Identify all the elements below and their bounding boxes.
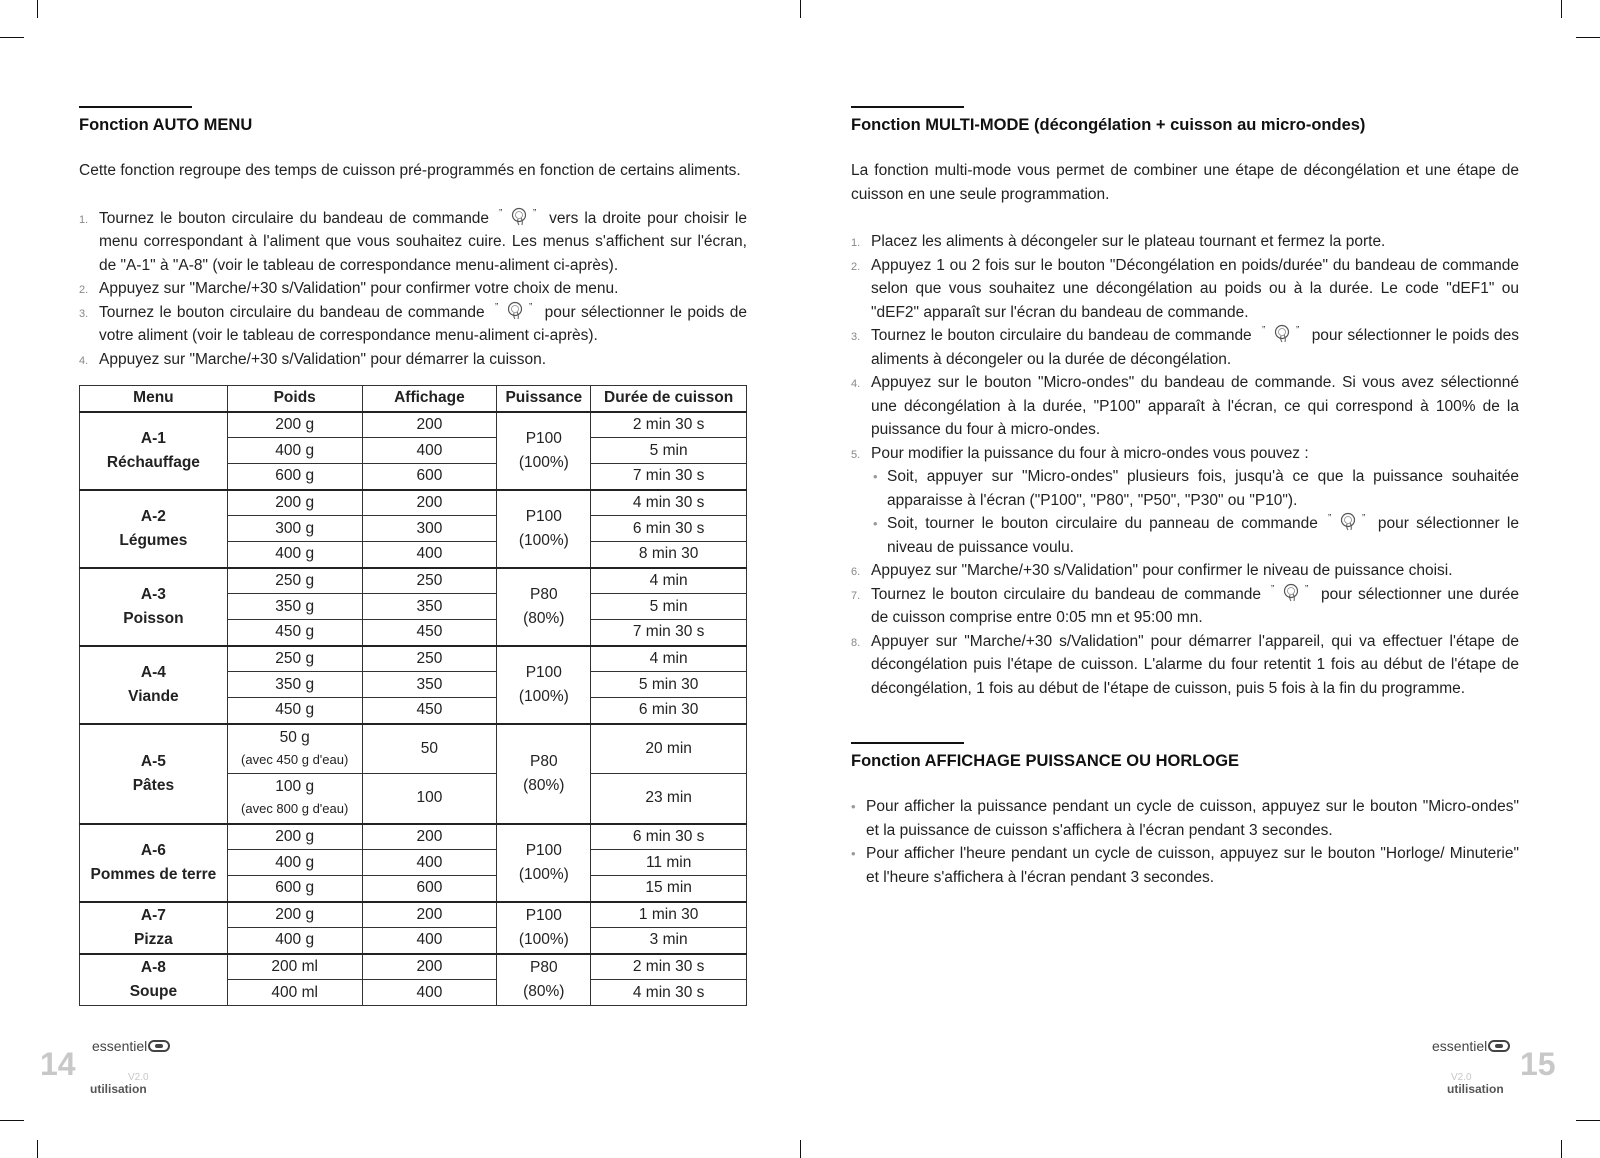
crop-mark: [37, 1140, 38, 1158]
menu-cell: [80, 724, 228, 824]
display-cell: 200: [362, 902, 497, 928]
svg-text:”: ”: [1295, 325, 1300, 336]
menu-code: A-7: [140, 906, 166, 924]
svg-text:”: ”: [1261, 325, 1266, 336]
bullet-icon: •: [851, 799, 856, 814]
power-percent: (100%): [518, 453, 569, 471]
power-percent: (100%): [518, 930, 569, 948]
crop-mark: [1561, 1140, 1562, 1158]
section-title-auto-menu: Fonction AUTO MENU: [79, 116, 253, 134]
section-label: utilisation: [1447, 1082, 1504, 1096]
power-cell: [497, 646, 591, 724]
menu-code: A-8: [140, 958, 166, 976]
display-cell: 350: [362, 594, 497, 620]
duration-cell: 6 min 30: [591, 698, 747, 724]
display-cell: 400: [362, 980, 497, 1006]
list-item: • Pour afficher l'heure pendant un cycle de cuisson, appuyez sur le bouton "Horloge/ Minuterie" et l'heure s'affichera à l'écran pendant 3 secondes.: [851, 842, 1519, 889]
list-item: 1. Tournez le bouton circulaire du bandeau de commande ” ” vers la droite pour choisir le menu correspondant à l'aliment que vous souhaitez cuire. Les menus s'affichent sur l'écran, de "A-1" à "A-8" (voir le tableau de correspondance menu-aliment ci-après).: [79, 207, 748, 274]
menu-cell: [80, 490, 228, 568]
column-header: Menu: [80, 386, 228, 412]
crop-mark: [1576, 37, 1600, 38]
power-percent: (100%): [518, 865, 569, 883]
logo-icon: [1488, 1040, 1510, 1052]
weight-cell: 450 g: [227, 698, 362, 724]
table-row: [80, 724, 747, 774]
power-level: P100: [525, 429, 562, 447]
power-cell: [497, 568, 591, 646]
menu-table: [79, 385, 747, 1006]
weight-cell: [227, 724, 362, 774]
duration-cell: 8 min 30: [591, 542, 747, 568]
power-percent: (80%): [523, 776, 565, 794]
duration-cell: 5 min: [591, 438, 747, 464]
column-header: Puissance: [497, 386, 591, 412]
display-cell: 100: [362, 774, 497, 824]
list-item: 2. Appuyez 1 ou 2 fois sur le bouton "Décongélation en poids/durée" du bandeau de commande selon que vous souhaitez une décongélation au poids ou à la durée. Le code "dEF1" ou "dEF2" apparaît sur l'écran du bandeau de commande.: [851, 256, 1519, 321]
bullet-icon: •: [873, 516, 878, 531]
display-cell: 400: [362, 438, 497, 464]
menu-name: Pommes de terre: [90, 865, 217, 883]
section-rule: [851, 106, 964, 108]
power-percent: (100%): [518, 687, 569, 705]
knob-icon: [1262, 324, 1302, 344]
duration-cell: 2 min 30 s: [591, 954, 747, 980]
crop-mark: [1561, 0, 1562, 18]
duration-cell: 5 min: [591, 594, 747, 620]
column-header: Durée de cuisson: [591, 386, 747, 412]
weight-value: 100 g: [275, 778, 315, 796]
version-label: V2.0: [1451, 1072, 1472, 1083]
duration-cell: 11 min: [591, 850, 747, 876]
weight-cell: 400 g: [227, 928, 362, 954]
display-cell: 400: [362, 542, 497, 568]
duration-cell: 1 min 30: [591, 902, 747, 928]
list-item: 3. Tournez le bouton circulaire du bandeau de commande ” ” pour sélectionner le poids des aliments à décongeler ou la durée de décongélation.: [851, 325, 1519, 368]
knob-icon: [1328, 512, 1368, 532]
duration-cell: 4 min: [591, 646, 747, 672]
display-cell: 450: [362, 698, 497, 724]
section-title-multi-mode: Fonction MULTI-MODE (décongélation + cuisson au micro-ondes): [851, 116, 1366, 134]
knob-icon: [1271, 583, 1311, 603]
page-number-right: 15: [1520, 1046, 1556, 1082]
list-item: • Pour afficher la puissance pendant un cycle de cuisson, appuyez sur le bouton "Micro-ondes" et la puissance de cuisson s'affichera à l'écran pendant 3 secondes.: [851, 795, 1519, 842]
weight-cell: 400 g: [227, 438, 362, 464]
menu-name: Légumes: [119, 531, 188, 549]
crop-mark: [37, 0, 38, 18]
weight-cell: 400 ml: [227, 980, 362, 1006]
table-row: [80, 568, 747, 594]
table-row: [80, 954, 747, 980]
display-cell: 250: [362, 568, 497, 594]
duration-cell: 6 min 30 s: [591, 824, 747, 850]
power-percent: (100%): [518, 531, 569, 549]
display-cell: 350: [362, 672, 497, 698]
display-cell: 200: [362, 954, 497, 980]
duration-cell: 15 min: [591, 876, 747, 902]
weight-cell: 350 g: [227, 672, 362, 698]
intro-paragraph: Cette fonction regroupe des temps de cuisson pré-programmés en fonction de certains aliments.: [79, 162, 741, 179]
page-number-left: 14: [40, 1046, 76, 1082]
svg-text:”: ”: [1327, 513, 1332, 524]
duration-cell: 4 min 30 s: [591, 490, 747, 516]
weight-cell: 200 ml: [227, 954, 362, 980]
list-item: • Soit, appuyer sur "Micro-ondes" plusieurs fois, jusqu'à ce que la puissance souhaitée apparaisse à l'écran ("P100", "P80", "P50", "P30" ou "P10").: [871, 465, 1519, 512]
power-cell: [497, 412, 591, 490]
weight-cell: 200 g: [227, 902, 362, 928]
crop-mark: [0, 1120, 24, 1121]
menu-name: Pâtes: [132, 776, 175, 794]
weight-cell: 600 g: [227, 464, 362, 490]
table-header-row: [80, 386, 747, 412]
brand-logo: essentiel: [92, 1038, 170, 1054]
bullet-icon: •: [873, 469, 878, 484]
weight-cell: 250 g: [227, 646, 362, 672]
table-row: [80, 902, 747, 928]
weight-cell: [227, 774, 362, 824]
duration-cell: 4 min 30 s: [591, 980, 747, 1006]
intro-paragraph: La fonction multi-mode vous permet de combiner une étape de décongélation et une étape de cuisson en une seule programmation.: [851, 162, 1519, 203]
display-cell: 50: [362, 724, 497, 774]
weight-cell: 200 g: [227, 824, 362, 850]
menu-code: A-1: [140, 429, 166, 447]
display-cell: 400: [362, 928, 497, 954]
duration-cell: 4 min: [591, 568, 747, 594]
list-item: 7. Tournez le bouton circulaire du bandeau de commande ” ” pour sélectionner une durée de cuisson comprise entre 0:05 mn et 95:00 mn.: [851, 583, 1519, 626]
power-cell: [497, 724, 591, 824]
duration-cell: 2 min 30 s: [591, 412, 747, 438]
display-cell: 450: [362, 620, 497, 646]
power-level: P100: [525, 906, 562, 924]
weight-cell: 250 g: [227, 568, 362, 594]
duration-cell: 20 min: [591, 724, 747, 774]
list-item: 2. Appuyez sur "Marche/+30 s/Validation" pour confirmer votre choix de menu.: [79, 280, 619, 297]
right-page: [851, 106, 1519, 889]
menu-code: A-3: [140, 585, 166, 603]
duration-cell: 3 min: [591, 928, 747, 954]
power-level: P80: [530, 752, 558, 770]
section-label: utilisation: [90, 1082, 147, 1096]
svg-text:”: ”: [528, 301, 532, 313]
display-bullets: [851, 795, 1519, 889]
weight-value: 50 g: [279, 728, 310, 746]
svg-text:”: ”: [1361, 513, 1366, 524]
list-item: 3. Tournez le bouton circulaire du bandeau de commande ” ” pour sélectionner le poids de votre aliment (voir le tableau de correspondance menu-aliment ci-après).: [79, 301, 748, 344]
power-cell: [497, 902, 591, 954]
table-row: [80, 824, 747, 850]
svg-text:”: ”: [533, 207, 537, 219]
display-cell: 600: [362, 876, 497, 902]
list-item: 1. Placez les aliments à décongeler sur le plateau tournant et fermez la porte.: [851, 233, 1386, 250]
section-title-display: Fonction AFFICHAGE PUISSANCE OU HORLOGE: [851, 752, 1240, 770]
svg-text:”: ”: [494, 301, 498, 313]
power-level: P80: [530, 585, 558, 603]
display-cell: 200: [362, 490, 497, 516]
list-item: 6. Appuyez sur "Marche/+30 s/Validation" pour confirmer le niveau de puissance choisi.: [851, 562, 1453, 579]
table-row: [80, 490, 747, 516]
duration-cell: 5 min 30: [591, 672, 747, 698]
water-note: (avec 450 g d'eau): [241, 751, 349, 767]
left-page: [79, 106, 747, 1006]
crop-mark: [800, 0, 801, 18]
display-cell: 300: [362, 516, 497, 542]
power-cell: [497, 490, 591, 568]
menu-cell: [80, 646, 228, 724]
svg-text:”: ”: [1304, 583, 1309, 595]
table-row: [80, 646, 747, 672]
duration-cell: 7 min 30 s: [591, 464, 747, 490]
display-cell: 200: [362, 824, 497, 850]
svg-text:”: ”: [499, 207, 503, 219]
power-cell: [497, 954, 591, 1006]
display-cell: 200: [362, 412, 497, 438]
weight-cell: 350 g: [227, 594, 362, 620]
list-item: • Soit, tourner le bouton circulaire du panneau de commande ” ” pour sélectionner le niveau de puissance voulu.: [873, 513, 1519, 556]
menu-name: Pizza: [134, 930, 173, 948]
duration-cell: 7 min 30 s: [591, 620, 747, 646]
weight-cell: 300 g: [227, 516, 362, 542]
bullet-icon: •: [851, 846, 856, 861]
version-label: V2.0: [128, 1072, 149, 1083]
weight-cell: 600 g: [227, 876, 362, 902]
column-header: Affichage: [362, 386, 497, 412]
list-item: 5. Pour modifier la puissance du four à micro-ondes vous pouvez : • Soit, appuyer sur "Micro-ondes" plusieurs fois, jusqu'à ce que la puissance souhaitée apparaisse à l'écran ("P100", "P80", "P50", "P30" ou "P10"). • Soit, tourner le bouton circulaire du panneau de commande ” ” pour sélectionner le niveau de puissance voulu.: [851, 442, 1519, 560]
list-item: 8. Appuyer sur "Marche/+30 s/Validation" pour démarrer l'appareil, qui va effectuer l'étape de décongélation puis l'étape de cuisson. L'alarme du four retentit 1 fois au début de l'étape de décongélation, 1 fois au début de l'étape de cuisson, puis 5 fois à la fin du programme.: [851, 632, 1519, 697]
crop-mark: [0, 37, 24, 38]
table-row: [80, 412, 747, 438]
power-level: P100: [525, 663, 562, 681]
menu-name: Réchauffage: [106, 453, 200, 471]
knob-icon: [495, 301, 535, 321]
menu-cell: [80, 412, 228, 490]
menu-cell: [80, 824, 228, 902]
power-percent: (80%): [523, 609, 565, 627]
power-level: P100: [525, 841, 562, 859]
column-header: Poids: [227, 386, 362, 412]
weight-cell: 450 g: [227, 620, 362, 646]
list-item: 4. Appuyez sur le bouton "Micro-ondes" du bandeau de commande. Si vous avez sélectionné une décongélation à la durée, "P100" apparaît à l'écran, ce qui correspond à 100% de la puissance du four à micro-ondes.: [851, 374, 1519, 438]
knob-icon: [499, 207, 539, 227]
auto-menu-steps: [79, 207, 747, 372]
menu-cell: [80, 568, 228, 646]
sub-list: [871, 465, 1519, 559]
svg-text:”: ”: [1270, 583, 1275, 595]
water-note: (avec 800 g d'eau): [241, 801, 349, 817]
crop-mark: [1576, 1120, 1600, 1121]
brand-logo: essentiel: [1432, 1038, 1510, 1054]
duration-cell: 6 min 30 s: [591, 516, 747, 542]
power-percent: (80%): [523, 982, 565, 1000]
menu-code: A-5: [140, 752, 166, 770]
multi-mode-steps: [851, 230, 1519, 700]
menu-cell: [80, 954, 228, 1006]
weight-cell: 400 g: [227, 542, 362, 568]
menu-name: Viande: [128, 687, 179, 705]
weight-cell: 200 g: [227, 412, 362, 438]
power-level: P80: [530, 958, 558, 976]
menu-code: A-4: [140, 663, 166, 681]
display-cell: 400: [362, 850, 497, 876]
display-cell: 600: [362, 464, 497, 490]
weight-cell: 400 g: [227, 850, 362, 876]
menu-cell: [80, 902, 228, 954]
logo-icon: [148, 1040, 170, 1052]
menu-code: A-6: [140, 841, 166, 859]
menu-name: Soupe: [129, 982, 178, 1000]
weight-cell: 200 g: [227, 490, 362, 516]
power-cell: [497, 824, 591, 902]
section-rule: [79, 106, 192, 108]
crop-mark: [800, 1140, 801, 1158]
display-cell: 250: [362, 646, 497, 672]
power-level: P100: [525, 507, 562, 525]
section-rule: [851, 742, 964, 744]
list-item: 4. Appuyez sur "Marche/+30 s/Validation" pour démarrer la cuisson.: [79, 350, 547, 368]
duration-cell: 23 min: [591, 774, 747, 824]
menu-name: Poisson: [123, 609, 184, 627]
menu-code: A-2: [140, 507, 166, 525]
